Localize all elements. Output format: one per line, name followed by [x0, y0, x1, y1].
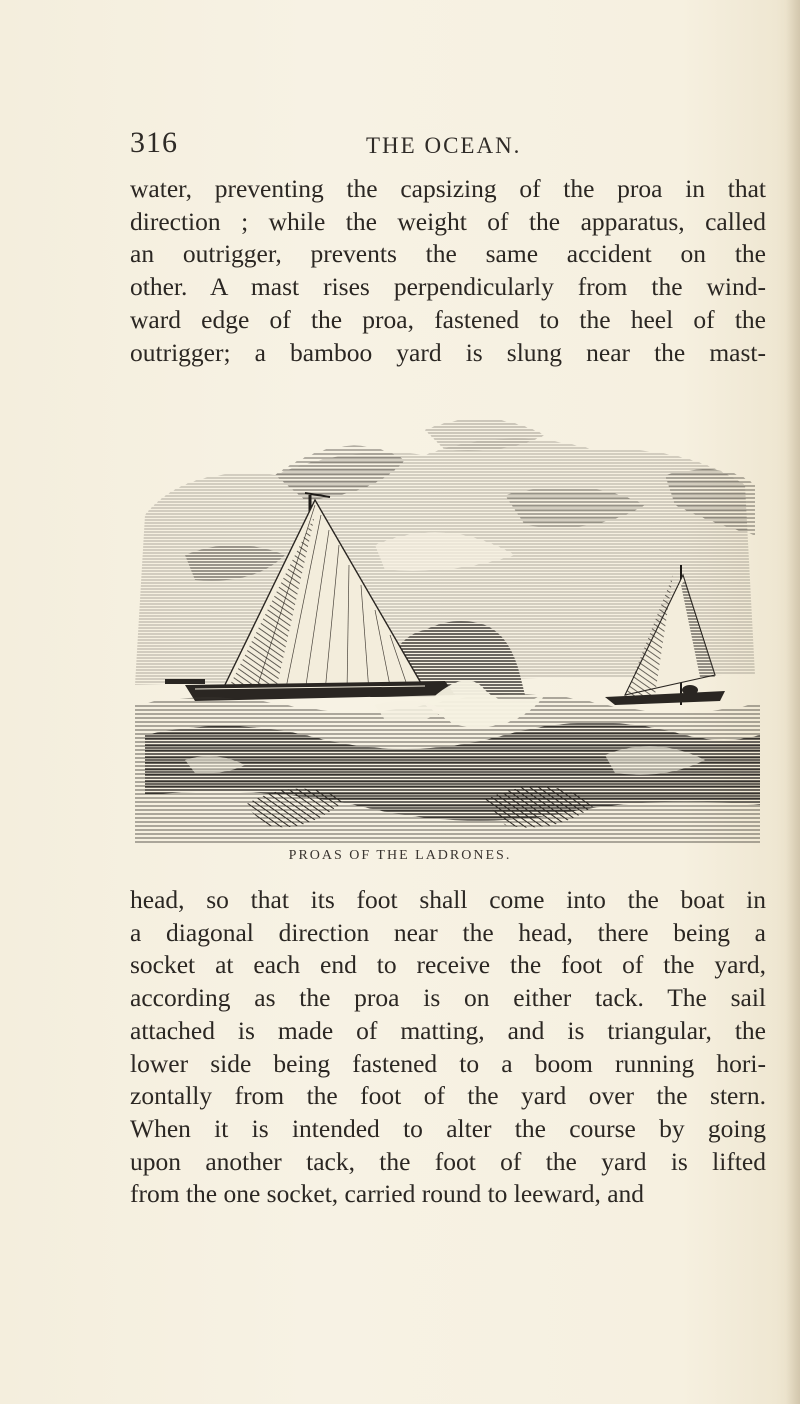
- text-line: head, so that its foot shall come into the boat in: [130, 885, 766, 914]
- paragraph-bottom: [130, 884, 766, 1211]
- page-edge-shadow: [786, 0, 800, 1404]
- text-line: from the one socket, carried round to leeward, and: [130, 1179, 645, 1209]
- running-title: THE OCEAN.: [366, 133, 522, 158]
- text-line: water, preventing the capsizing of the proa in that: [130, 174, 766, 203]
- text-line: lower side being fastened to a boom running hori-: [130, 1048, 766, 1078]
- text-line: attached is made of matting, and is triangular, the: [130, 1015, 766, 1045]
- page-number: 316: [130, 126, 178, 159]
- text-line: outrigger; a bamboo yard is slung near the mast-: [130, 337, 766, 367]
- text-line: zontally from the foot of the yard over the stern.: [130, 1081, 766, 1111]
- text-line: a diagonal direction near the head, there being a: [130, 917, 766, 947]
- proa-engraving-illustration: [125, 405, 765, 843]
- text-line: direction ; while the weight of the apparatus, called: [130, 206, 766, 236]
- text-line: according as the proa is on either tack. The sail: [130, 983, 766, 1013]
- text-line: ward edge of the proa, fastened to the heel of the: [130, 304, 766, 334]
- sea-waves: [135, 680, 760, 843]
- figure-caption: PROAS OF THE LADRONES.: [288, 848, 512, 863]
- text-line: other. A mast rises perpendicularly from the wind-: [130, 272, 766, 302]
- text-line: When it is intended to alter the course by going: [130, 1113, 766, 1143]
- text-line: upon another tack, the foot of the yard is lifted: [130, 1146, 766, 1176]
- paragraph-top: [130, 173, 766, 369]
- text-line: socket at each end to receive the foot of the yard,: [130, 950, 766, 980]
- text-line: an outrigger, prevents the same accident on the: [130, 239, 766, 269]
